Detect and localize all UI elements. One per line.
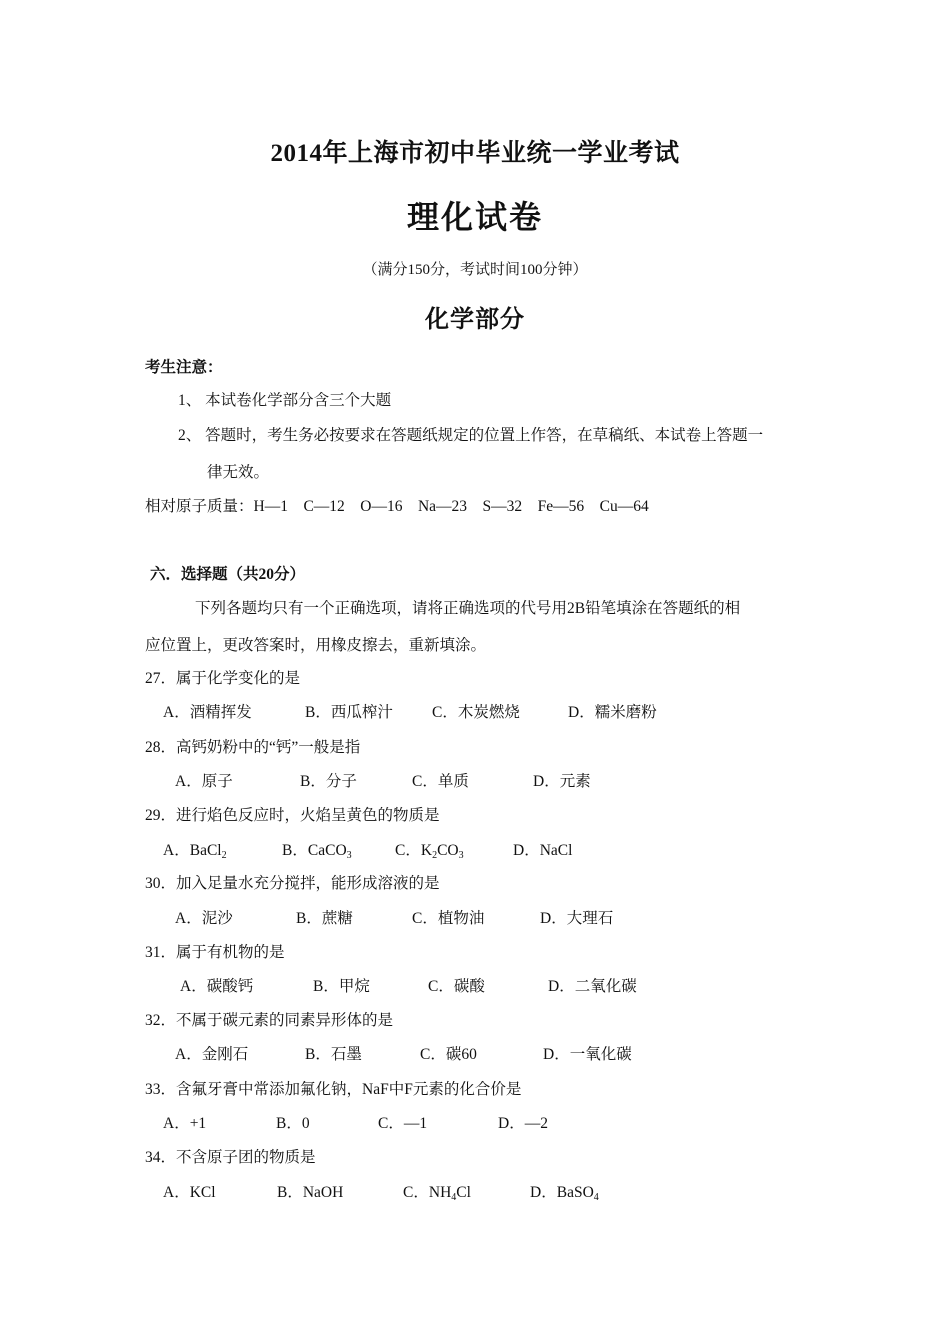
option-d: D．元素 — [533, 773, 591, 790]
option-a: A．原子 — [175, 773, 233, 790]
option-d: D．糯米磨粉 — [568, 704, 657, 721]
option-c: C．碳60 — [420, 1046, 477, 1063]
question-stem: 33．含氟牙膏中常添加氟化钠，NaF中F元素的化合价是 — [145, 1081, 522, 1098]
option-a: A．BaCl$_2$ — [163, 842, 227, 861]
option-d: D．一氧化碳 — [543, 1046, 632, 1063]
option-b: B．西瓜榨汁 — [305, 704, 393, 721]
notice-heading: 考生注意： — [145, 359, 223, 376]
option-a: A．+1 — [163, 1115, 207, 1132]
option-c: C．—1 — [378, 1115, 428, 1132]
option-d: D．—2 — [498, 1115, 548, 1132]
option-c: C．$K_2CO_3$ — [395, 842, 464, 861]
option-c: C．$NH_4Cl$ — [403, 1184, 471, 1203]
option-b: B．NaOH — [277, 1184, 344, 1201]
question-stem: 31．属于有机物的是 — [145, 944, 285, 961]
question-stem: 29．进行焰色反应时，火焰呈黄色的物质是 — [145, 807, 440, 824]
notice-item-2: 2、 答题时，考生务必按要求在答题纸规定的位置上作答，在草稿纸、本试卷上答题一 — [178, 427, 764, 444]
option-b: B．0 — [276, 1115, 310, 1132]
paper-name: 理化试卷 — [406, 199, 543, 235]
option-d: D．二氧化碳 — [548, 978, 637, 995]
notice-item-2-cont: 律无效。 — [207, 464, 270, 481]
option-a: A．碳酸钙 — [180, 978, 254, 995]
atomic-mass-line: 相对原子质量：H—1 C—12 O—16 Na—23 S—32 Fe—56 Cu—64 — [145, 498, 649, 515]
option-b: B．蔗糖 — [296, 910, 353, 927]
option-c: C．木炭燃烧 — [432, 704, 520, 721]
question-stem: 27．属于化学变化的是 — [145, 670, 301, 687]
option-a: A．泥沙 — [175, 910, 233, 927]
exam-title: 2014年上海市初中毕业统一学业考试 — [270, 140, 680, 167]
option-c: C．单质 — [412, 773, 469, 790]
section6-instruction-2: 应位置上，更改答案时，用橡皮擦去，重新填涂。 — [145, 637, 487, 654]
question-stem: 30．加入足量水充分搅拌，能形成溶液的是 — [145, 875, 440, 892]
option-b: B．石墨 — [305, 1046, 362, 1063]
section6-instruction-1: 下列各题均只有一个正确选项，请将正确选项的代号用2B铅笔填涂在答题纸的相 — [195, 600, 741, 617]
section-title: 化学部分 — [425, 307, 525, 333]
option-a: A．酒精挥发 — [163, 704, 252, 721]
section6-heading: 六．选择题（共20分） — [150, 566, 306, 583]
notice-item-1: 1、 本试卷化学部分含三个大题 — [178, 392, 392, 409]
option-b: B．CaCO$_3$ — [282, 842, 352, 861]
question-stem: 34．不含原子团的物质是 — [145, 1149, 316, 1166]
option-d: D．大理石 — [540, 910, 614, 927]
option-a: A．金刚石 — [175, 1046, 249, 1063]
option-a: A．KCl — [163, 1184, 216, 1201]
option-b: B．甲烷 — [313, 978, 370, 995]
option-b: B．分子 — [300, 773, 357, 790]
option-d: D．NaCl — [513, 842, 573, 859]
question-stem: 32．不属于碳元素的同素异形体的是 — [145, 1012, 394, 1029]
paper-subtitle: （满分150分，考试时间100分钟） — [362, 262, 588, 278]
question-stem: 28．高钙奶粉中的“钙”一般是指 — [145, 739, 361, 756]
option-d: D．BaSO$_4$ — [530, 1184, 599, 1203]
option-c: C．碳酸 — [428, 978, 485, 995]
option-c: C．植物油 — [412, 910, 485, 927]
